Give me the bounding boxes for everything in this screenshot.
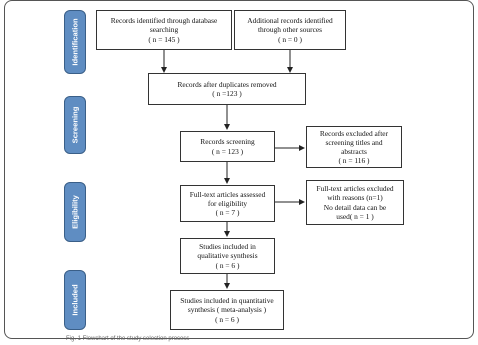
box-after-duplicates: Records after duplicates removed ( n =123 ) <box>148 73 306 105</box>
box-excluded-screening: Records excluded after screening titles and abstracts ( n = 116 ) <box>306 126 402 168</box>
box-fulltext-assessed: Full-text articles assessed for eligibility ( n = 7 ) <box>180 185 275 222</box>
stage-included-label: Included <box>70 284 80 316</box>
box-other-sources: Additional records identified through other sources ( n = 0 ) <box>234 10 346 50</box>
box-database-records: Records identified through database searching ( n = 145 ) <box>96 10 232 50</box>
box-records-screening: Records screening ( n = 123 ) <box>180 131 275 162</box>
box-excluded-fulltext: Full-text articles excluded with reasons (n=1) No detail data can be used( n = 1 ) <box>306 180 404 225</box>
box-qualitative-synthesis: Studies included in qualitative synthesis ( n = 6 ) <box>180 238 275 274</box>
stage-identification-label: Identification <box>70 18 80 66</box>
figure-caption: Fig. 1 Flowchart of the study selection process <box>66 336 190 342</box>
box-quantitative-synthesis: Studies included in quantitative synthesis ( meta-analysis ) ( n = 6 ) <box>170 290 284 330</box>
stage-eligibility-label: Eligibility <box>70 195 80 229</box>
stage-screening-label: Screening <box>70 106 80 144</box>
